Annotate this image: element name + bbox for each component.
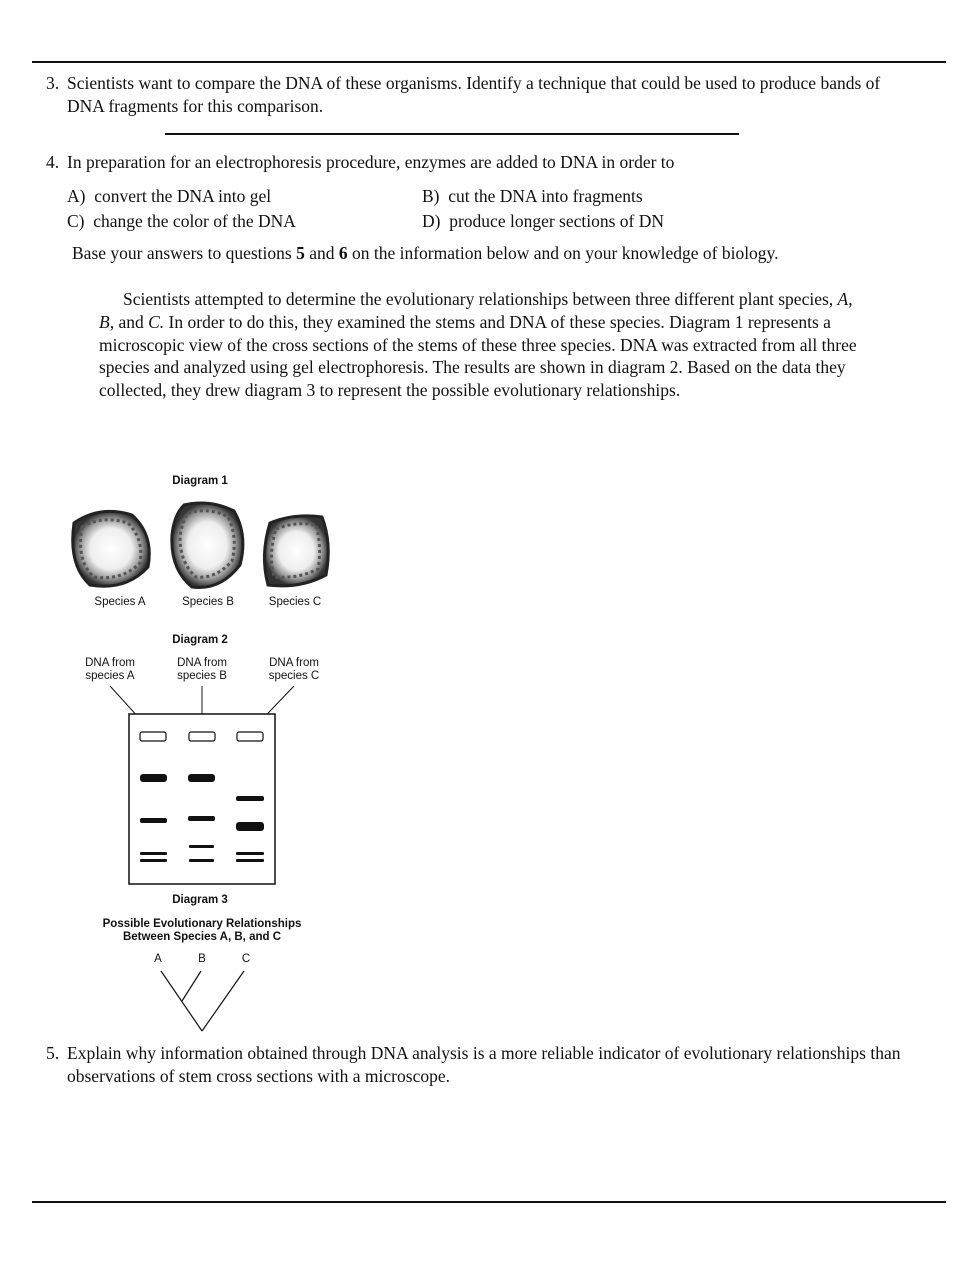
question-4 — [46, 151, 906, 174]
choice-text: produce longer sections of DN — [449, 211, 665, 231]
leaf-label-a: A — [154, 953, 162, 965]
choice-letter: B) — [422, 186, 440, 206]
passage-text: In order to do this, they examined the stems and DNA of these species. Diagram 1 represents a microscopic view of the cross sections of the stems of these three species. DNA was extracted from all three species and analyzed using gel electrophoresis. The results are shown in diagram 2. Based on the data they collected, they drew diagram 3 to represent the possible evolutionary relationships. — [99, 311, 857, 401]
lane-c-label — [254, 657, 334, 683]
choice-a[interactable] — [67, 185, 271, 208]
bottom-divider — [32, 1201, 946, 1203]
instruction-text: on the information below and on your knowledge of biology. — [347, 243, 779, 263]
choice-letter: A) — [67, 186, 86, 206]
top-divider — [32, 61, 946, 63]
question-text: In preparation for an electrophoresis procedure, enzymes are added to DNA in order to — [67, 152, 675, 172]
choice-letter: C) — [67, 211, 85, 231]
subtitle-line: Between Species A, B, and C — [122, 931, 282, 943]
question-ref: 6 — [338, 243, 348, 263]
lane-a-label — [70, 657, 150, 683]
answer-line[interactable] — [165, 133, 739, 135]
leaf-label-c: C — [241, 953, 251, 965]
question-5 — [46, 1042, 906, 1088]
band — [189, 859, 214, 862]
passage-text: Scientists attempted to determine the evolutionary relationships between three different plant species, — [123, 289, 838, 309]
stem-cross-sections — [60, 495, 350, 595]
band — [236, 852, 264, 855]
lane-b-label — [162, 657, 242, 683]
passage-text: , and — [109, 311, 149, 332]
lane-label-line: species B — [177, 670, 227, 682]
band — [236, 859, 264, 862]
information-passage — [99, 288, 859, 402]
stem-species-b — [172, 503, 243, 588]
lane-label-line: DNA from — [85, 657, 135, 669]
species-a-label: Species A — [94, 596, 146, 608]
choice-text: cut the DNA into fragments — [448, 186, 643, 206]
lane-label-line: species A — [85, 670, 135, 682]
question-number: 4. — [46, 152, 60, 172]
evolutionary-tree — [140, 965, 260, 1035]
branch-b — [182, 971, 201, 1001]
base-instruction — [72, 242, 779, 265]
choice-d[interactable] — [422, 210, 664, 233]
instruction-text: and — [304, 243, 339, 263]
species-ref: C. — [148, 311, 165, 332]
stem-species-c — [264, 516, 328, 586]
subtitle-line: Possible Evolutionary Relationships — [102, 918, 302, 930]
choice-text: change the color of the DNA — [93, 211, 296, 231]
diagram-3-subtitle — [70, 918, 334, 944]
band — [140, 818, 167, 823]
gel-electrophoresis — [70, 682, 330, 892]
lane-label-line: DNA from — [177, 657, 227, 669]
band — [236, 822, 264, 831]
diagram-2-title: Diagram 2 — [172, 634, 228, 646]
band — [189, 845, 214, 848]
choice-b[interactable] — [422, 185, 643, 208]
leaf-label-b: B — [198, 953, 206, 965]
well-c — [237, 732, 263, 741]
band — [140, 859, 167, 862]
passage-text: , — [848, 289, 853, 309]
lane-label-line: species C — [268, 670, 320, 682]
diagram-1-title: Diagram 1 — [172, 475, 228, 487]
band — [140, 852, 167, 855]
question-3 — [46, 72, 906, 118]
band — [188, 816, 215, 821]
instruction-text: Base your answers to questions — [72, 243, 297, 263]
species-ref: A — [837, 289, 849, 309]
species-ref: B — [99, 311, 110, 332]
species-c-label: Species C — [268, 596, 322, 608]
band — [188, 774, 215, 782]
question-ref: 5 — [296, 243, 305, 263]
question-number: 3. — [46, 73, 60, 93]
branch-c — [202, 971, 244, 1031]
choice-letter: D) — [422, 211, 441, 231]
band — [236, 796, 264, 801]
band — [140, 774, 167, 782]
well-a — [140, 732, 166, 741]
choice-text: convert the DNA into gel — [94, 186, 272, 206]
well-b — [189, 732, 215, 741]
question-number: 5. — [46, 1043, 60, 1063]
stem-species-a — [73, 511, 150, 586]
choice-c[interactable] — [67, 210, 296, 233]
question-text: Scientists want to compare the DNA of these organisms. Identify a technique that could be used to produce bands of DNA fragments for this comparison. — [67, 73, 881, 116]
species-b-label: Species B — [182, 596, 234, 608]
diagram-3-title: Diagram 3 — [172, 894, 228, 906]
question-text: Explain why information obtained through DNA analysis is a more reliable indicator of evolutionary relationships than observations of stem cross sections with a microscope. — [67, 1043, 901, 1086]
lane-label-line: DNA from — [269, 657, 319, 669]
